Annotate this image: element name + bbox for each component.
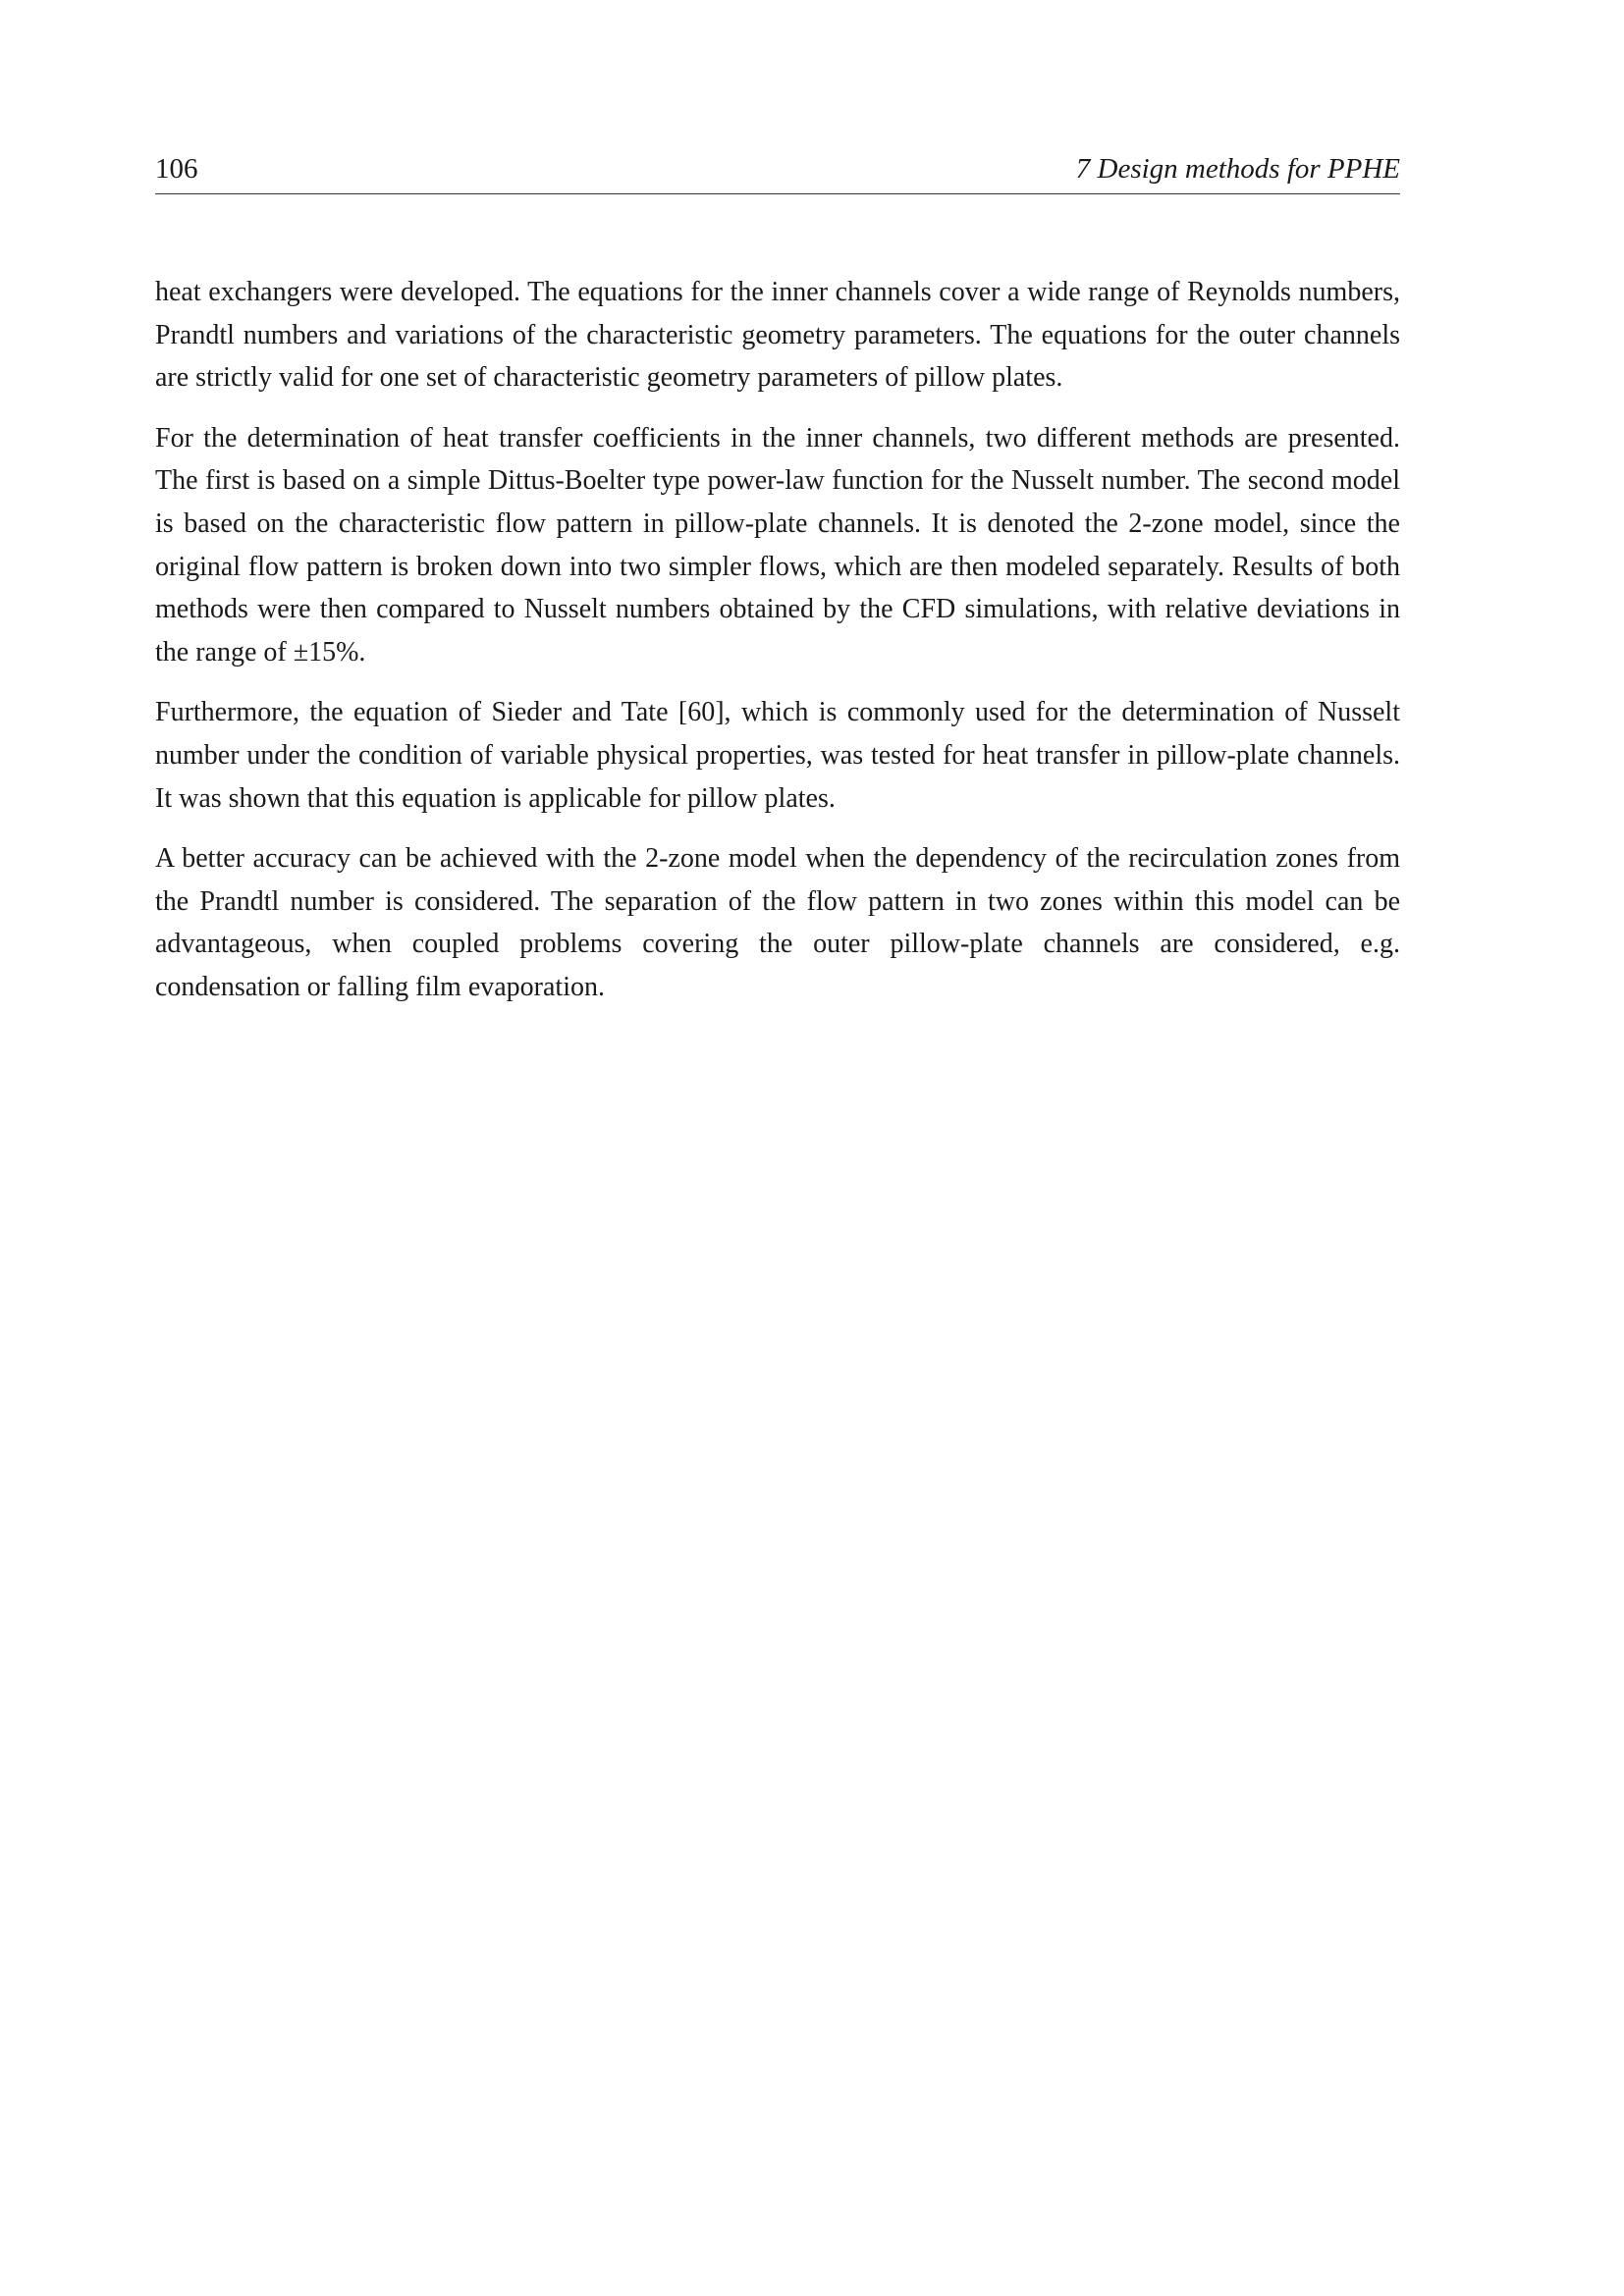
page-number: 106	[155, 153, 198, 185]
paragraph-3: Furthermore, the equation of Sieder and Tate [60], which is commonly used for the determination of Nusselt number under the condition of variable physical properties, was tested for heat transfer in pillow-plate channels. It was shown that this equation is applicable for pillow plates.	[155, 697, 1400, 814]
body-text	[155, 271, 1400, 1027]
running-header	[155, 147, 1400, 194]
chapter-title: 7 Design methods for PPHE	[1075, 153, 1400, 185]
paragraph-4: A better accuracy can be achieved with the 2-zone model when the dependency of the recirculation zones from the Prandtl number is considered. The separation of the flow pattern in two zones within this model can be advantageous, when coupled problems covering the outer pillow-plate channels are considered, e.g. condensation or falling film evaporation.	[155, 843, 1400, 1002]
paragraph-2: For the determination of heat transfer coefficients in the inner channels, two different methods are presented. The first is based on a simple Dittus-Boelter type power-law function for the Nusselt number. The second model is based on the characteristic flow pattern in pillow-plate channels. It is denoted the 2-zone model, since the original flow pattern is broken down into two simpler flows, which are then modeled separately. Results of both methods were then compared to Nusselt numbers obtained by the CFD simulations, with relative deviations in the range of ±15%.	[155, 422, 1400, 667]
paragraph-1: heat exchangers were developed. The equations for the inner channels cover a wide range of Reynolds numbers, Prandtl numbers and variations of the characteristic geometry parameters. The equations for the outer channels are strictly valid for one set of characteristic geometry parameters of pillow plates.	[155, 277, 1400, 394]
